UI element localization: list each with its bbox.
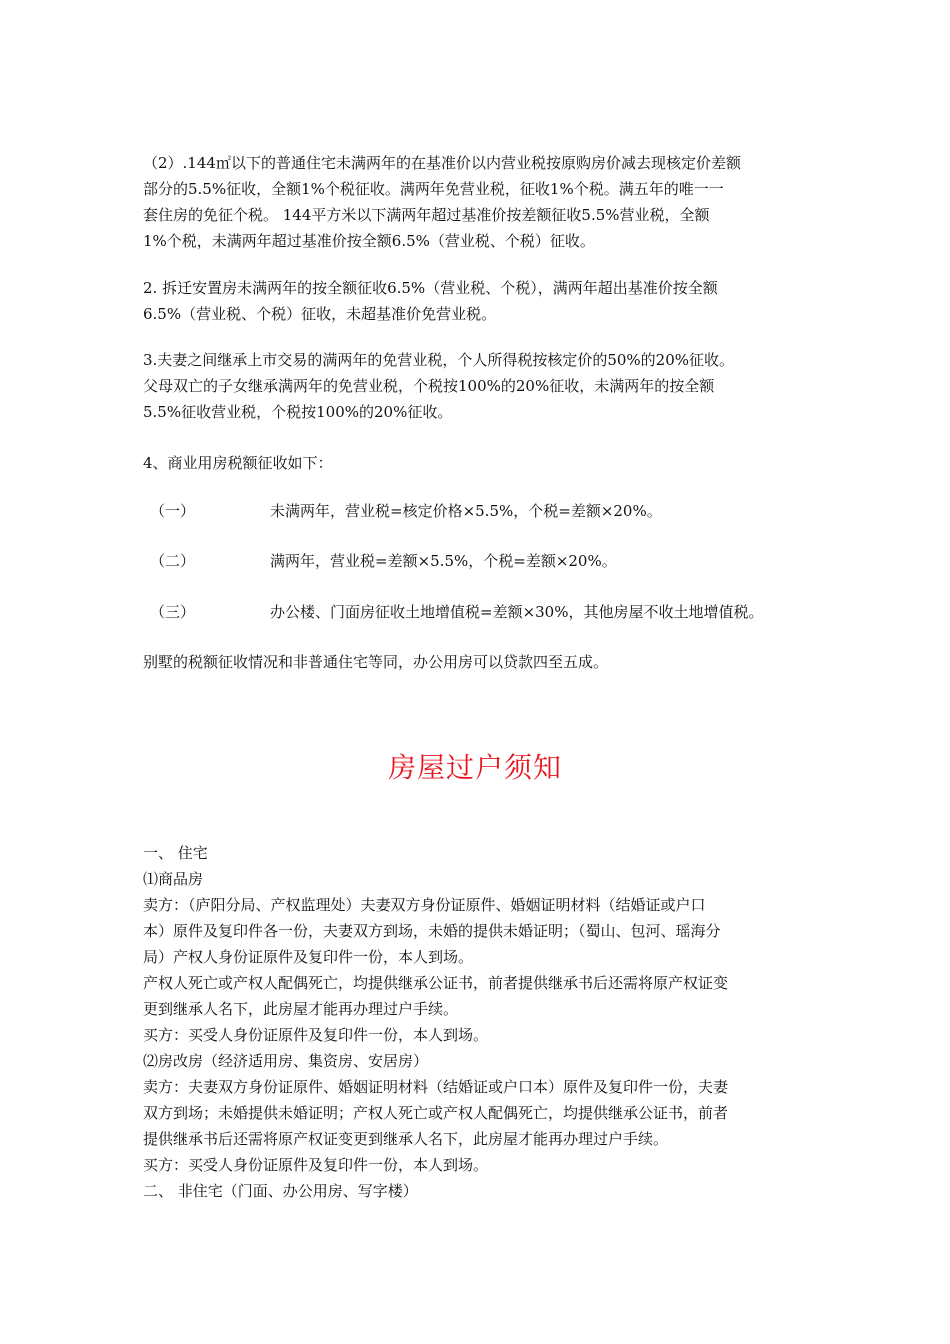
text-line: 更到继承人名下，此房屋才能再办理过户手续。	[143, 1000, 459, 1018]
text-line: 部分的5.5%征收，全额1%个税征收。满两年免营业税，征收1%个税。满五年的唯一一	[143, 180, 724, 198]
text-line: 提供继承书后还需将原产权证变更到继承人名下，此房屋才能再办理过户手续。	[143, 1130, 669, 1148]
page-title: 房屋过户须知	[387, 751, 562, 784]
text-line: 套住房的免征个税。 144平方米以下满两年超过基准价按差额征收5.5%营业税，全额	[143, 206, 710, 224]
text-line: 局）产权人身份证原件及复印件一份，本人到场。	[143, 948, 474, 966]
item-text: 办公楼、门面房征收土地增值税=差额×30%，其他房屋不收土地增值税。	[270, 603, 764, 621]
villa-note: 别墅的税额征收情况和非普通住宅等同，办公用房可以贷款四至五成。	[143, 653, 609, 671]
text-line: 卖方：（庐阳分局、产权监理处）夫妻双方身份证原件、婚姻证明材料（结婚证或户口	[143, 896, 706, 914]
text-line: （2）.144㎡以下的普通住宅未满两年的在基准价以内营业税按原购房价减去现核定价差额	[143, 154, 741, 172]
tax-paragraph-relocation-housing	[143, 275, 813, 327]
item-text: 未满两年，营业税=核定价格×5.5%，个税=差额×20%。	[270, 502, 662, 520]
text-line: 卖方：夫妻双方身份证原件、婚姻证明材料（结婚证或户口本）原件及复印件一份，夫妻	[143, 1078, 729, 1096]
text-line: 买方：买受人身份证原件及复印件一份，本人到场。	[143, 1026, 489, 1044]
text-line: 2. 拆迁安置房未满两年的按全额征收6.5%（营业税、个税），满两年超出基准价按全额	[143, 279, 718, 297]
text-line: 双方到场；未婚提供未婚证明；产权人死亡或产权人配偶死亡，均提供继承公证书，前者	[143, 1104, 729, 1122]
section-heading-residential: 一、 住宅	[143, 844, 208, 862]
text-line: 父母双亡的子女继承满两年的免营业税，个税按100%的20%征收，未满两年的按全额	[143, 377, 715, 395]
section-heading-non-residential: 二、 非住宅（门面、办公用房、写字楼）	[143, 1182, 418, 1200]
text-line: 5.5%征收营业税，个税按100%的20%征收。	[143, 403, 453, 421]
subheading-reformed-housing: ⑵房改房（经济适用房、集资房、安居房）	[143, 1052, 429, 1070]
item-label: （二）	[150, 552, 196, 570]
item-label: （三）	[150, 603, 196, 621]
text-line: 产权人死亡或产权人配偶死亡，均提供继承公证书，前者提供继承书后还需将原产权证变	[143, 974, 729, 992]
item-label: （一）	[150, 502, 196, 520]
text-line: 3.夫妻之间继承上市交易的满两年的免营业税，个人所得税按核定价的50%的20%征收。	[143, 351, 734, 369]
tax-paragraph-inheritance	[143, 347, 813, 425]
text-line: 本）原件及复印件各一份，夫妻双方到场，未婚的提供未婚证明；（蜀山、包河、瑶海分	[143, 922, 721, 940]
item-text: 满两年，营业税=差额×5.5%，个税=差额×20%。	[270, 552, 617, 570]
text-line: 买方：买受人身份证原件及复印件一份，本人到场。	[143, 1156, 489, 1174]
subheading-commercial-housing: ⑴商品房	[143, 870, 204, 888]
commercial-tax-heading: 4、商业用房税额征收如下：	[143, 454, 333, 472]
transfer-requirements	[143, 840, 813, 1204]
text-line: 1%个税，未满两年超过基准价按全额6.5%（营业税、个税）征收。	[143, 232, 595, 250]
text-line: 6.5%（营业税、个税）征收，未超基准价免营业税。	[143, 305, 497, 323]
tax-paragraph-ordinary-housing	[143, 150, 813, 254]
